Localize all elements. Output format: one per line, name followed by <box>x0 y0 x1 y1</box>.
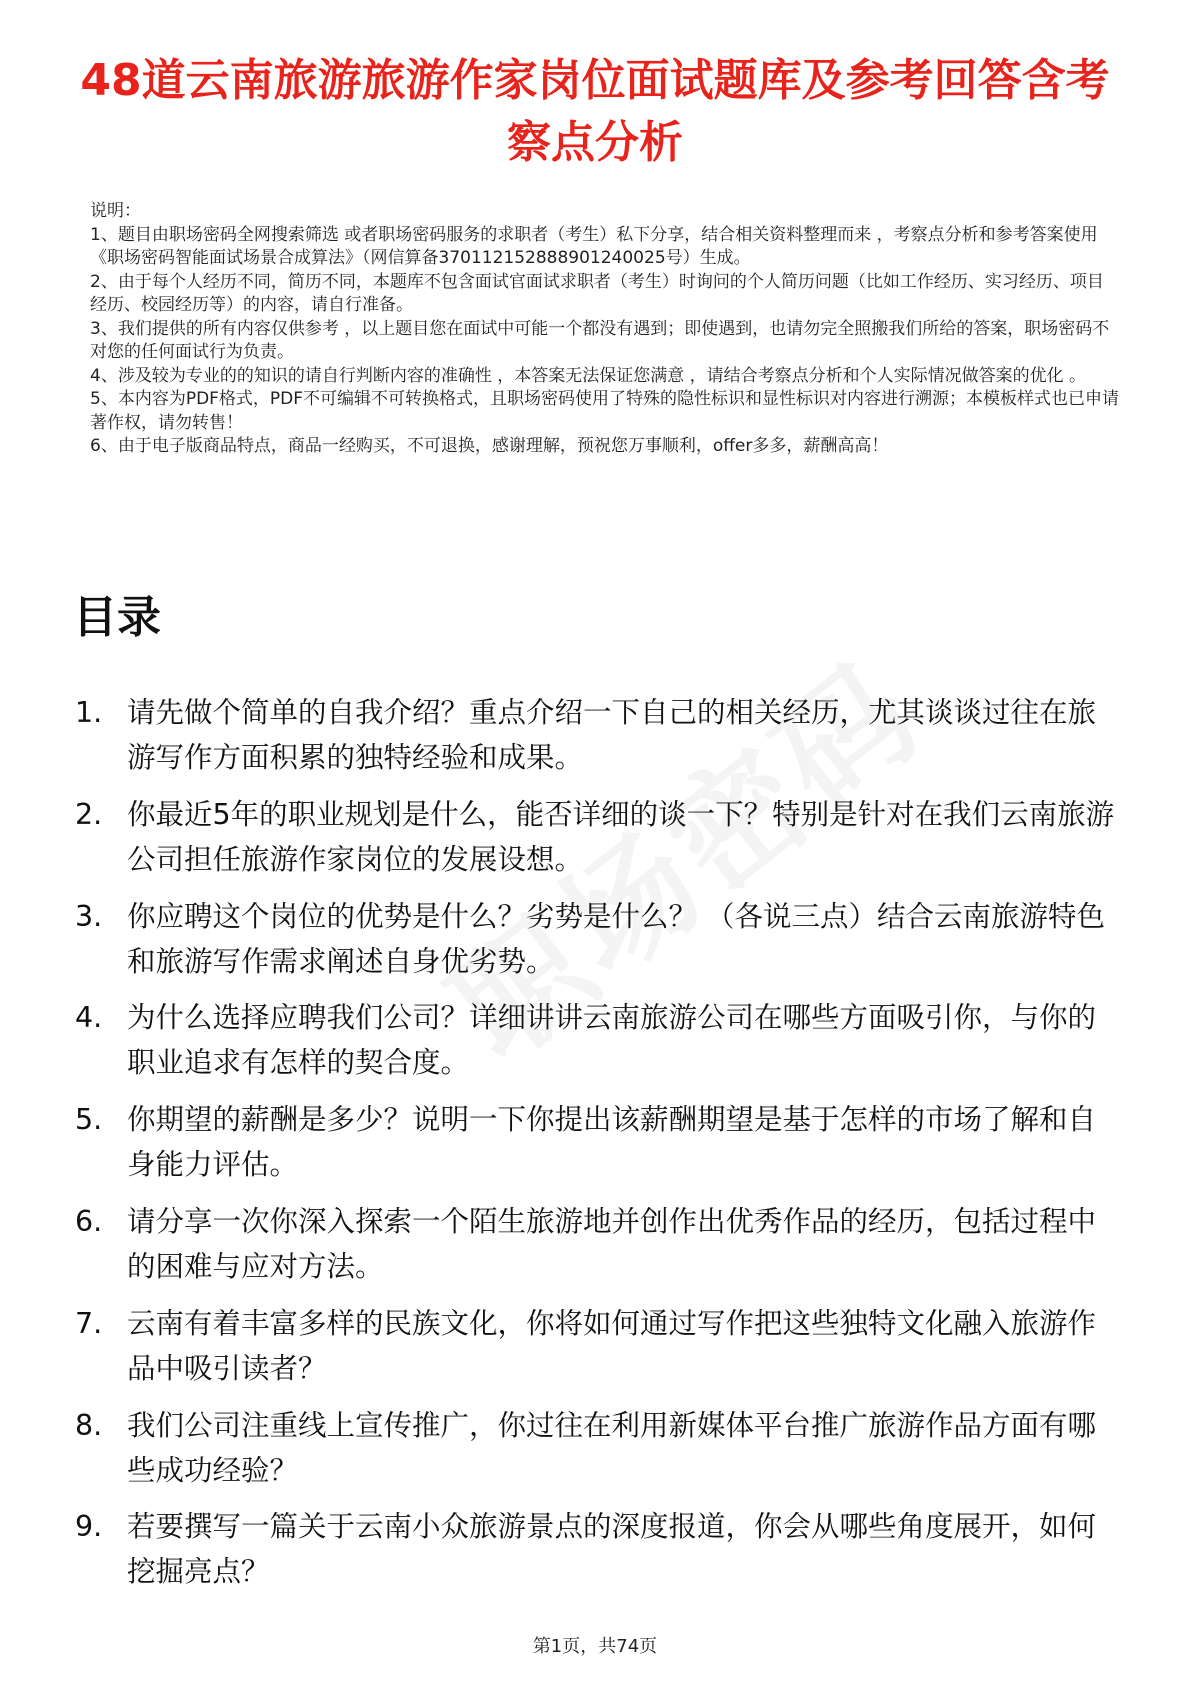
toc-item-number: 9. <box>75 1510 103 1544</box>
toc-item-number: 1. <box>75 696 103 729</box>
toc-item-number: 3. <box>75 899 103 933</box>
toc-heading: 目录 <box>73 592 161 643</box>
note-item: 1、题目由职场密码全网搜索筛选 或者职场密码服务的求职者（考生）私下分享，结合相关资料整理而来 ，考察点分析和参考答案使用《职场密码智能面试场景合成算法》（网信算备370112152888901240025号）生成。 <box>90 224 1098 268</box>
toc-item-text: 请先做个简单的自我介绍？重点介绍一下自己的相关经历，尤其谈谈过往在旅游写作方面积累的独特经验和成果。 <box>127 696 1097 774</box>
toc-item[interactable] <box>75 894 1115 996</box>
toc-item-text: 你应聘这个岗位的优势是什么？劣势是什么？ （各说三点）结合云南旅游特色和旅游写作需求阐述自身优劣势。 <box>127 899 1106 978</box>
toc-item[interactable] <box>75 1504 1115 1606</box>
toc-item[interactable] <box>75 1199 1115 1301</box>
toc-item[interactable] <box>75 995 1115 1097</box>
notes-label: 说明： <box>90 201 141 221</box>
toc-item-text: 为什么选择应聘我们公司？详细讲讲云南旅游公司在哪些方面吸引你，与你的职业追求有怎样的契合度。 <box>127 1001 1097 1080</box>
toc-item-number: 2. <box>75 797 103 831</box>
toc-item-text: 你最近5年的职业规划是什么，能否详细的谈一下？特别是针对在我们云南旅游公司担任旅游作家岗位的发展设想。 <box>127 797 1115 876</box>
toc-item-number: 4. <box>75 1001 103 1035</box>
note-item: 6、由于电子版商品特点，商品一经购买，不可退换，感谢理解，预祝您万事顺利，offer多多，薪酬高高！ <box>90 436 889 456</box>
toc-item-number: 7. <box>75 1306 103 1340</box>
toc-item[interactable] <box>75 1097 1115 1199</box>
toc-item-text: 你期望的薪酬是多少？说明一下你提出该薪酬期望是基于怎样的市场了解和自身能力评估。 <box>127 1103 1097 1182</box>
toc-item-number: 8. <box>75 1408 103 1442</box>
toc-item-number: 5. <box>75 1103 103 1137</box>
note-item: 5、本内容为PDF格式，PDF不可编辑不可转换格式，且职场密码使用了特殊的隐性标识和显性标识对内容进行溯源；本模板样式也已申请著作权，请勿转售！ <box>90 389 1120 433</box>
toc-item-text: 若要撰写一篇关于云南小众旅游景点的深度报道，你会从哪些角度展开，如何挖掘亮点？ <box>127 1510 1097 1589</box>
toc-list <box>75 690 1115 1606</box>
toc-item[interactable] <box>75 690 1115 792</box>
toc-item-text: 我们公司注重线上宣传推广，你过往在利用新媒体平台推广旅游作品方面有哪些成功经验？ <box>127 1408 1097 1487</box>
page-title: 48道云南旅游旅游作家岗位面试题库及参考回答含考察点分析 <box>80 55 1110 168</box>
toc-item-text: 云南有着丰富多样的民族文化，你将如何通过写作把这些独特文化融入旅游作品中吸引读者？ <box>127 1306 1097 1385</box>
toc-item[interactable] <box>75 1301 1115 1403</box>
toc-item[interactable] <box>75 792 1115 894</box>
page-footer: 第1页，共74页 <box>532 1636 658 1657</box>
toc-item-number: 6. <box>75 1204 103 1238</box>
toc-item[interactable] <box>75 1403 1115 1505</box>
notes-section <box>90 200 1120 459</box>
note-item: 2、由于每个人经历不同，简历不同，本题库不包含面试官面试求职者（考生）时询问的个人简历问题（比如工作经历、实习经历、项目经历、校园经历等）的内容，请自行准备。 <box>90 271 1104 315</box>
toc-item-text: 请分享一次你深入探索一个陌生旅游地并创作出优秀作品的经历，包括过程中的困难与应对方法。 <box>127 1204 1097 1283</box>
note-item: 4、涉及较为专业的的知识的请自行判断内容的准确性 ，本答案无法保证您满意 ，请结合考察点分析和个人实际情况做答案的优化 。 <box>90 365 1087 386</box>
note-item: 3、我们提供的所有内容仅供参考 ，以上题目您在面试中可能一个都没有遇到；即使遇到，也请勿完全照搬我们所给的答案，职场密码不对您的任何面试行为负责。 <box>90 318 1110 362</box>
